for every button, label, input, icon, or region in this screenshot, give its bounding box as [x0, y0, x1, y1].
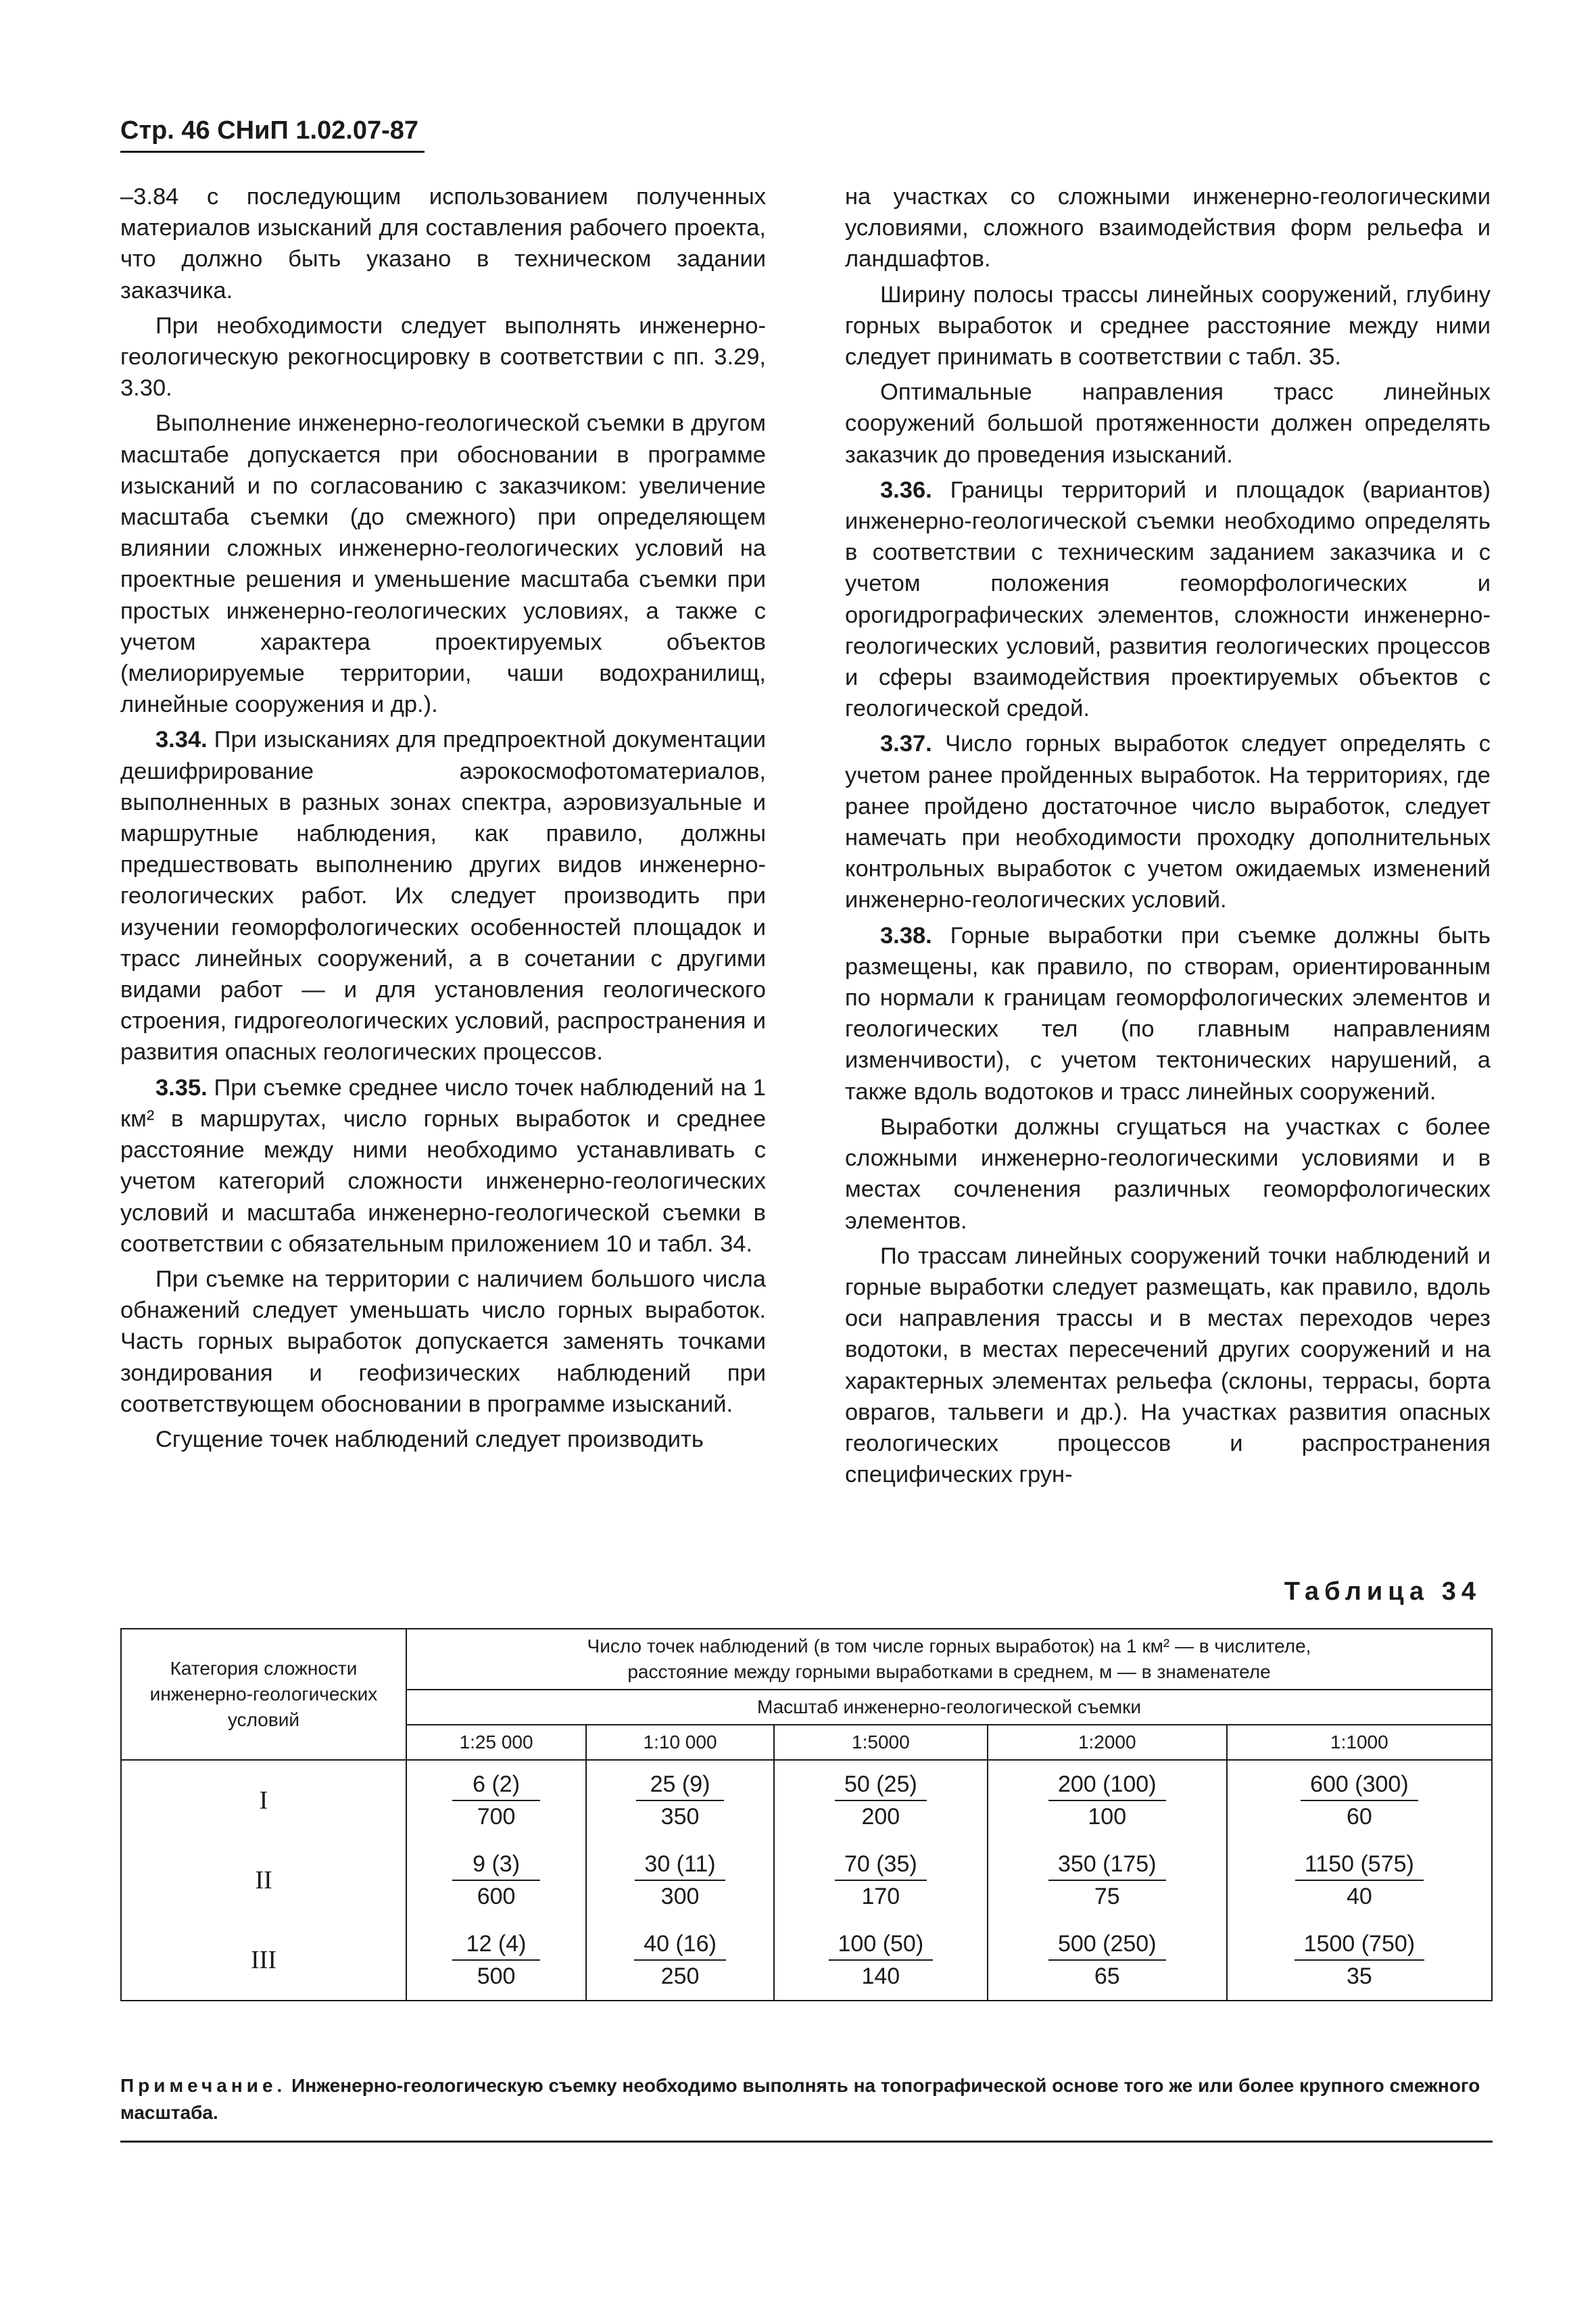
paragraph: [845, 728, 1491, 915]
numerator: 30 (11): [635, 1848, 725, 1881]
values-header: [406, 1629, 1492, 1690]
paragraph: [120, 1264, 766, 1420]
paragraph-text: При необходимости следует выполнять инженерно-геологическую рекогносцировку в соответствии с пп. 3.29, 3.30.: [120, 312, 766, 402]
numerator: 40 (16): [634, 1928, 726, 1961]
value-cell: [586, 1920, 774, 2001]
value-cell: [988, 1840, 1227, 1920]
paragraph-text: По трассам линейных сооружений точки наблюдений и горные выработки следует размещать, как правило, вдоль оси направления трассы и в местах переходов через водотоки, в местах пересечений других сооружений и на характерных элементах рельефа (склоны, террасы, борта оврагов, тальвеги и др.). На участках развития опасных геологических процессов и распространения специфических грун-: [845, 1243, 1491, 1488]
paragraph-text: Выработки должны сгущаться на участках с более сложными инженерно-геологическими условиями и в местах сочленения различных геоморфологических элементов.: [845, 1114, 1491, 1234]
fraction: [452, 1769, 540, 1832]
table-row: [121, 1760, 1492, 1840]
numerator: 50 (25): [835, 1769, 927, 1801]
numerator: 500 (250): [1048, 1928, 1166, 1961]
paragraph: [120, 181, 766, 306]
denominator: 65: [1094, 1963, 1120, 1989]
paragraph-text: При съемке на территории с наличием большого числа обнажений следует уменьшать число горных выработок. Часть горных выработок допускается заменять точками зондирования и геофизических наблюдений при соответствующем обосновании в программе изысканий.: [120, 1266, 766, 1417]
value-cell: [406, 1920, 586, 2001]
paragraph-text: Число горных выработок следует определять с учетом ранее пройденных выработок. На территориях, где ранее пройдено достаточное число выработок, следует намечать при необходимости проходку дополнительных контрольных выработок с учетом ожидаемых изменений инженерно-геологических условий.: [845, 731, 1491, 913]
values-header-line-1: Число точек наблюдений (в том числе горных выработок) на 1 км² — в числителе,: [587, 1636, 1311, 1656]
paragraph-text: –3.84 с последующим использованием полученных материалов изысканий для составления рабочего проекта, что должно быть указано в техническом задании заказчика.: [120, 184, 766, 304]
paragraph-text: Ширину полосы трассы линейных сооружений, глубину горных выработок и среднее расстояние между ними следует принимать в соответствии с табл. 35.: [845, 281, 1491, 371]
value-cell: [586, 1760, 774, 1840]
numerator: 1150 (575): [1295, 1848, 1424, 1881]
value-cell: [406, 1760, 586, 1840]
numerator: 100 (50): [829, 1928, 934, 1961]
paragraph-text: Горные выработки при съемке должны быть размещены, как правило, по створам, ориентированным по нормали к границам геоморфологических элементов и геологических тел (по главным направлениям изменчивости), с учетом тектонических нарушений, а также вдоль водотоков и трасс линейных сооружений.: [845, 922, 1491, 1105]
page-header: Стр. 46 СНиП 1.02.07-87: [120, 116, 425, 153]
table-row: [121, 1920, 1492, 2001]
denominator: 40: [1346, 1884, 1372, 1909]
denominator: 60: [1346, 1804, 1372, 1830]
value-cell: [406, 1840, 586, 1920]
paragraph: [845, 1241, 1491, 1491]
denominator: 200: [861, 1804, 900, 1830]
category-header: Категория сложности инженерно-геологических условий: [121, 1629, 406, 1760]
numerator: 350 (175): [1048, 1848, 1166, 1881]
fraction: [1048, 1769, 1166, 1832]
denominator: 500: [477, 1963, 516, 1989]
value-cell: [1227, 1760, 1492, 1840]
bottom-rule: [120, 2141, 1493, 2143]
paragraph: [120, 1424, 766, 1455]
scale-column-header: 1:10 000: [586, 1725, 774, 1760]
scale-header: Масштаб инженерно-геологической съемки: [406, 1690, 1492, 1725]
paragraph: [845, 920, 1491, 1107]
numerator: 200 (100): [1048, 1769, 1166, 1801]
clause-number: 3.36.: [880, 477, 932, 503]
numerator: 1500 (750): [1295, 1928, 1424, 1961]
paragraph-text: При изысканиях для предпроектной документации дешифрирование аэрокосмофотоматериалов, выполненных в разных зонах спектра, аэровизуальные и маршрутные наблюдения, как правило, должны предшествовать выполнению других видов инженерно-геологических работ. Их следует производить при изучении геоморфологических особенностей площадок и трасс линейных сооружений, а в сочетании с другими видами работ — и для установления геологического строения, гидрогеологических условий, распространения и развития опасных геологических процессов.: [120, 727, 766, 1066]
numerator: 12 (4): [452, 1928, 540, 1961]
denominator: 600: [477, 1884, 516, 1909]
fraction: [636, 1769, 724, 1832]
value-cell: [1227, 1920, 1492, 2001]
paragraph: [845, 475, 1491, 725]
denominator: 100: [1088, 1804, 1127, 1830]
note-label: Примечание.: [120, 2075, 287, 2096]
paragraph: [845, 1112, 1491, 1237]
numerator: 25 (9): [636, 1769, 724, 1801]
paragraph: [120, 408, 766, 720]
fraction: [634, 1928, 726, 1992]
denominator: 700: [477, 1804, 516, 1830]
fraction: [452, 1848, 540, 1912]
value-cell: [1227, 1840, 1492, 1920]
clause-number: 3.37.: [880, 731, 932, 757]
paragraph: [845, 377, 1491, 471]
fraction: [635, 1848, 725, 1912]
table-note: [120, 2072, 1493, 2126]
clause-number: 3.35.: [155, 1074, 208, 1101]
value-cell: [774, 1760, 988, 1840]
paragraph-text: При съемке среднее число точек наблюдений на 1 км² в маршрутах, число горных выработок и среднее расстояние между ними необходимо устанавливать с учетом категорий сложности инженерно-геологических условий и масштаба инженерно-геологической съемки в соответствии с обязательным приложением 10 и табл. 34.: [120, 1074, 766, 1257]
paragraph-text: Оптимальные направления трасс линейных сооружений большой протяженности должен определять заказчик до проведения изысканий.: [845, 379, 1491, 468]
denominator: 250: [660, 1963, 700, 1989]
paragraph-text: на участках со сложными инженерно-геологическими условиями, сложного взаимодействия форм рельефа и ландшафтов.: [845, 184, 1491, 272]
paragraph: [120, 724, 766, 1068]
fraction: [829, 1928, 934, 1992]
table-row: [121, 1840, 1492, 1920]
denominator: 75: [1094, 1884, 1120, 1909]
clause-number: 3.34.: [155, 727, 208, 753]
fraction: [1048, 1928, 1166, 1992]
numerator: 70 (35): [835, 1848, 927, 1881]
right-column: [845, 181, 1491, 1494]
numerator: 600 (300): [1301, 1769, 1418, 1801]
fraction: [835, 1848, 927, 1912]
paragraph: [120, 310, 766, 404]
numerator: 6 (2): [452, 1769, 540, 1801]
value-cell: [586, 1840, 774, 1920]
table-caption: Таблица 34: [1284, 1577, 1481, 1606]
numerator: 9 (3): [452, 1848, 540, 1881]
fraction: [835, 1769, 927, 1832]
paragraph: [120, 1072, 766, 1260]
denominator: 140: [861, 1963, 900, 1989]
paragraph: [845, 181, 1491, 275]
scale-column-header: 1:25 000: [406, 1725, 586, 1760]
table-34: [120, 1628, 1493, 2001]
category-cell: I: [121, 1760, 406, 1840]
fraction: [1301, 1769, 1418, 1832]
paragraph-text: Границы территорий и площадок (вариантов) инженерно-геологической съемки необходимо определять в соответствии с техническим заданием заказчика и с учетом положения геоморфологических и орогидрографических элементов, сложности инженерно-геологических условий, развития геологических процессов и сферы взаимодействия проектируемых объектов с геологической средой.: [845, 477, 1491, 722]
scale-column-header: 1:2000: [988, 1725, 1227, 1760]
paragraph: [845, 279, 1491, 373]
scale-column-header: 1:1000: [1227, 1725, 1492, 1760]
fraction: [1295, 1928, 1424, 1992]
paragraph-text: Сгущение точек наблюдений следует производить: [155, 1426, 704, 1452]
value-cell: [988, 1920, 1227, 2001]
value-cell: [988, 1760, 1227, 1840]
scale-column-header: 1:5000: [774, 1725, 988, 1760]
category-cell: II: [121, 1840, 406, 1920]
denominator: 300: [660, 1884, 700, 1909]
fraction: [1048, 1848, 1166, 1912]
fraction: [452, 1928, 540, 1992]
fraction: [1295, 1848, 1424, 1912]
denominator: 35: [1346, 1963, 1372, 1989]
values-header-line-2: расстояние между горными выработками в среднем, м — в знаменателе: [627, 1661, 1271, 1682]
paragraph-text: Выполнение инженерно-геологической съемки в другом масштабе допускается при обосновании в программе изысканий и по согласованию с заказчиком: увеличение масштаба съемки (до смежного) при определяющем влиянии сложных инженерно-геологических условий на проектные решения и уменьшение масштаба съемки при простых инженерно-геологических условиях, а также с учетом характера проектируемых объектов (мелиорируемые территории, чаши водохранилищ, линейные сооружения и др.).: [120, 410, 766, 718]
clause-number: 3.38.: [880, 922, 932, 949]
category-cell: III: [121, 1920, 406, 2001]
value-cell: [774, 1920, 988, 2001]
denominator: 170: [861, 1884, 900, 1909]
note-text: Инженерно-геологическую съемку необходимо выполнять на топографической основе того же или более крупного смежного масштаба.: [120, 2075, 1480, 2123]
left-column: [120, 181, 766, 1459]
value-cell: [774, 1840, 988, 1920]
denominator: 350: [660, 1804, 700, 1830]
